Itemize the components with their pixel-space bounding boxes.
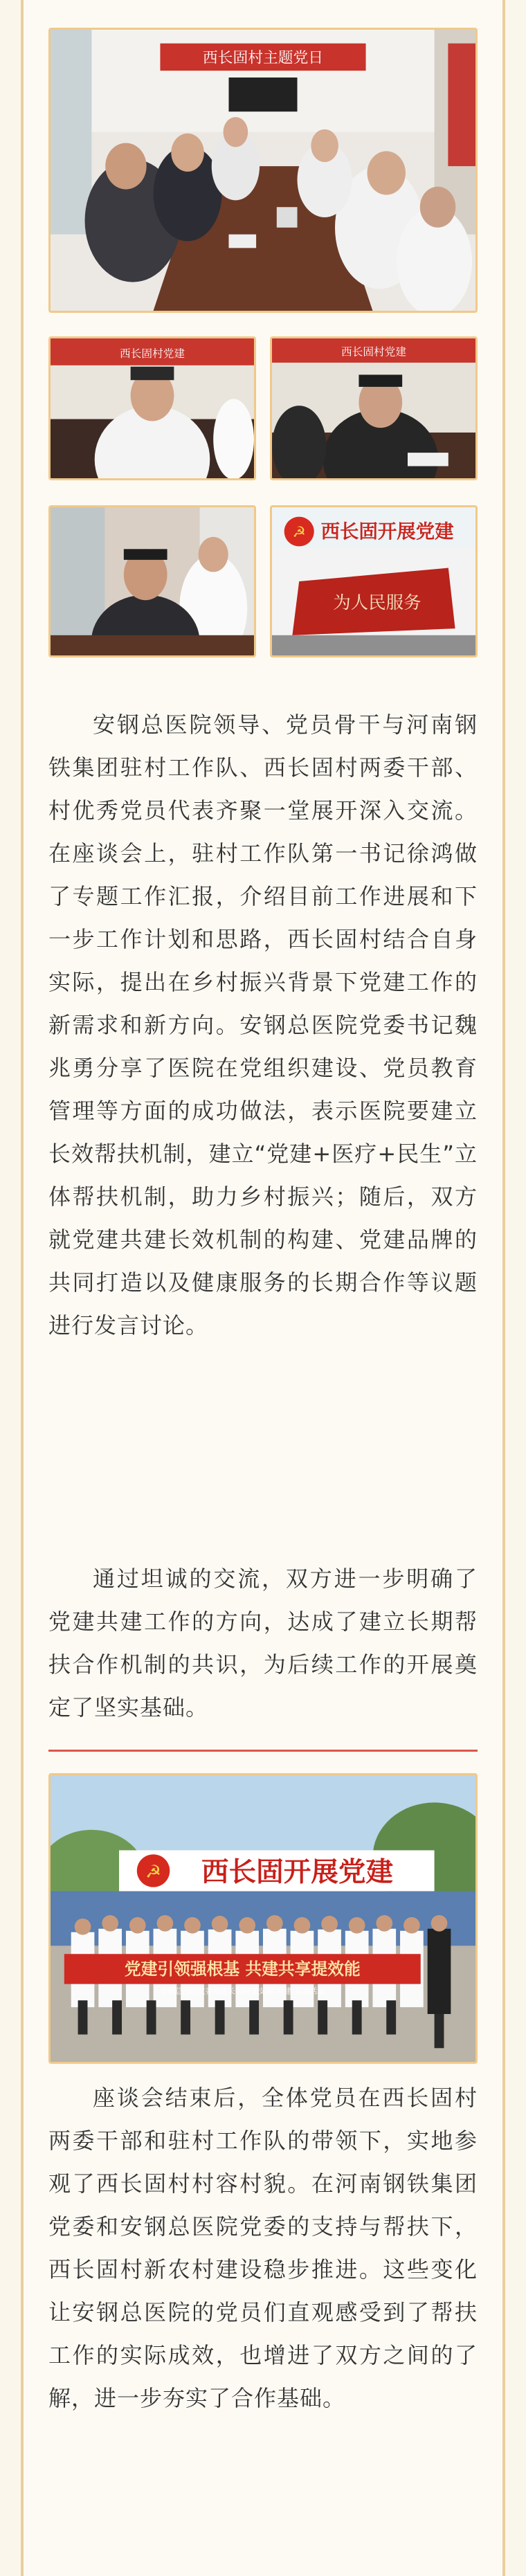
speaker-photo-right [270, 336, 478, 480]
paragraph-exchange: 安钢总医院领导、党员骨干与河南钢铁集团驻村工作队、西长固村两委干部、村优秀党员代表齐聚一堂展开深入交流。在座谈会上，驻村工作队第一书记徐鸿做了专题工作汇报，介绍目前工作进展和下一步工作计划和思路，西长固村结合自身实际，提出在乡村振兴背景下党建工作的新需求和新方向。安钢总医院党委书记魏兆勇分享了医院在党组织建设、党员教育管理等方面的成功做法，表示医院要建立长效帮扶机制，建立“党建+医疗+民生”立体帮扶机制，助力乡村振兴；随后，双方就党建共建长效机制的构建、党建品牌的共同打造以及健康服务的长期合作等议题进行发言讨论。 [48, 711, 478, 1339]
party-emblem-icon: ☭ [145, 1861, 162, 1883]
village-sign-photo [270, 505, 478, 657]
speaker-right-banner-text: 西长固村党建 [341, 345, 407, 359]
group-banner-text: 党建引领强根基 共建共享提效能 [124, 1959, 361, 1979]
speaker-left-banner-text: 西长固村党建 [119, 347, 185, 361]
paragraph-consensus: 通过坦诚的交流，双方进一步明确了党建共建工作的方向，达成了建立长期帮扶合作机制的共识，为后续工作的开展奠定了坚实基础。 [48, 1566, 478, 1721]
speaker-photo-left [48, 336, 256, 480]
section-divider [48, 1750, 478, 1752]
paragraph-visit: 座谈会结束后，全体党员在西长固村两委干部和驻村工作队的带领下，实地参观了西长固村村容村貌。在河南钢铁集团党委和安钢总医院党委的支持与帮扶下，西长固村新农村建设稳步推进。这些变化让安钢总医院的党员们直观感受到了帮扶工作的实际成效，也增进了双方之间的了解，进一步夯实了合作基础。 [48, 2085, 478, 2411]
meeting-banner-text: 西长固村主题党日 [202, 49, 324, 67]
group-banner-subtext: 安钢总医院党委和西长固村党支部"共建"党建活动 [159, 1986, 325, 1996]
meeting-photo [48, 28, 478, 313]
party-emblem-icon: ☭ [292, 523, 306, 541]
stone-inscription: 为人民服务 [333, 591, 421, 613]
group-photo [48, 1773, 478, 2064]
village-sign-text: 西长固开展党建 [320, 520, 454, 543]
group-sign-text: 西长固开展党建 [201, 1856, 394, 1888]
attendee-photo [48, 505, 256, 657]
